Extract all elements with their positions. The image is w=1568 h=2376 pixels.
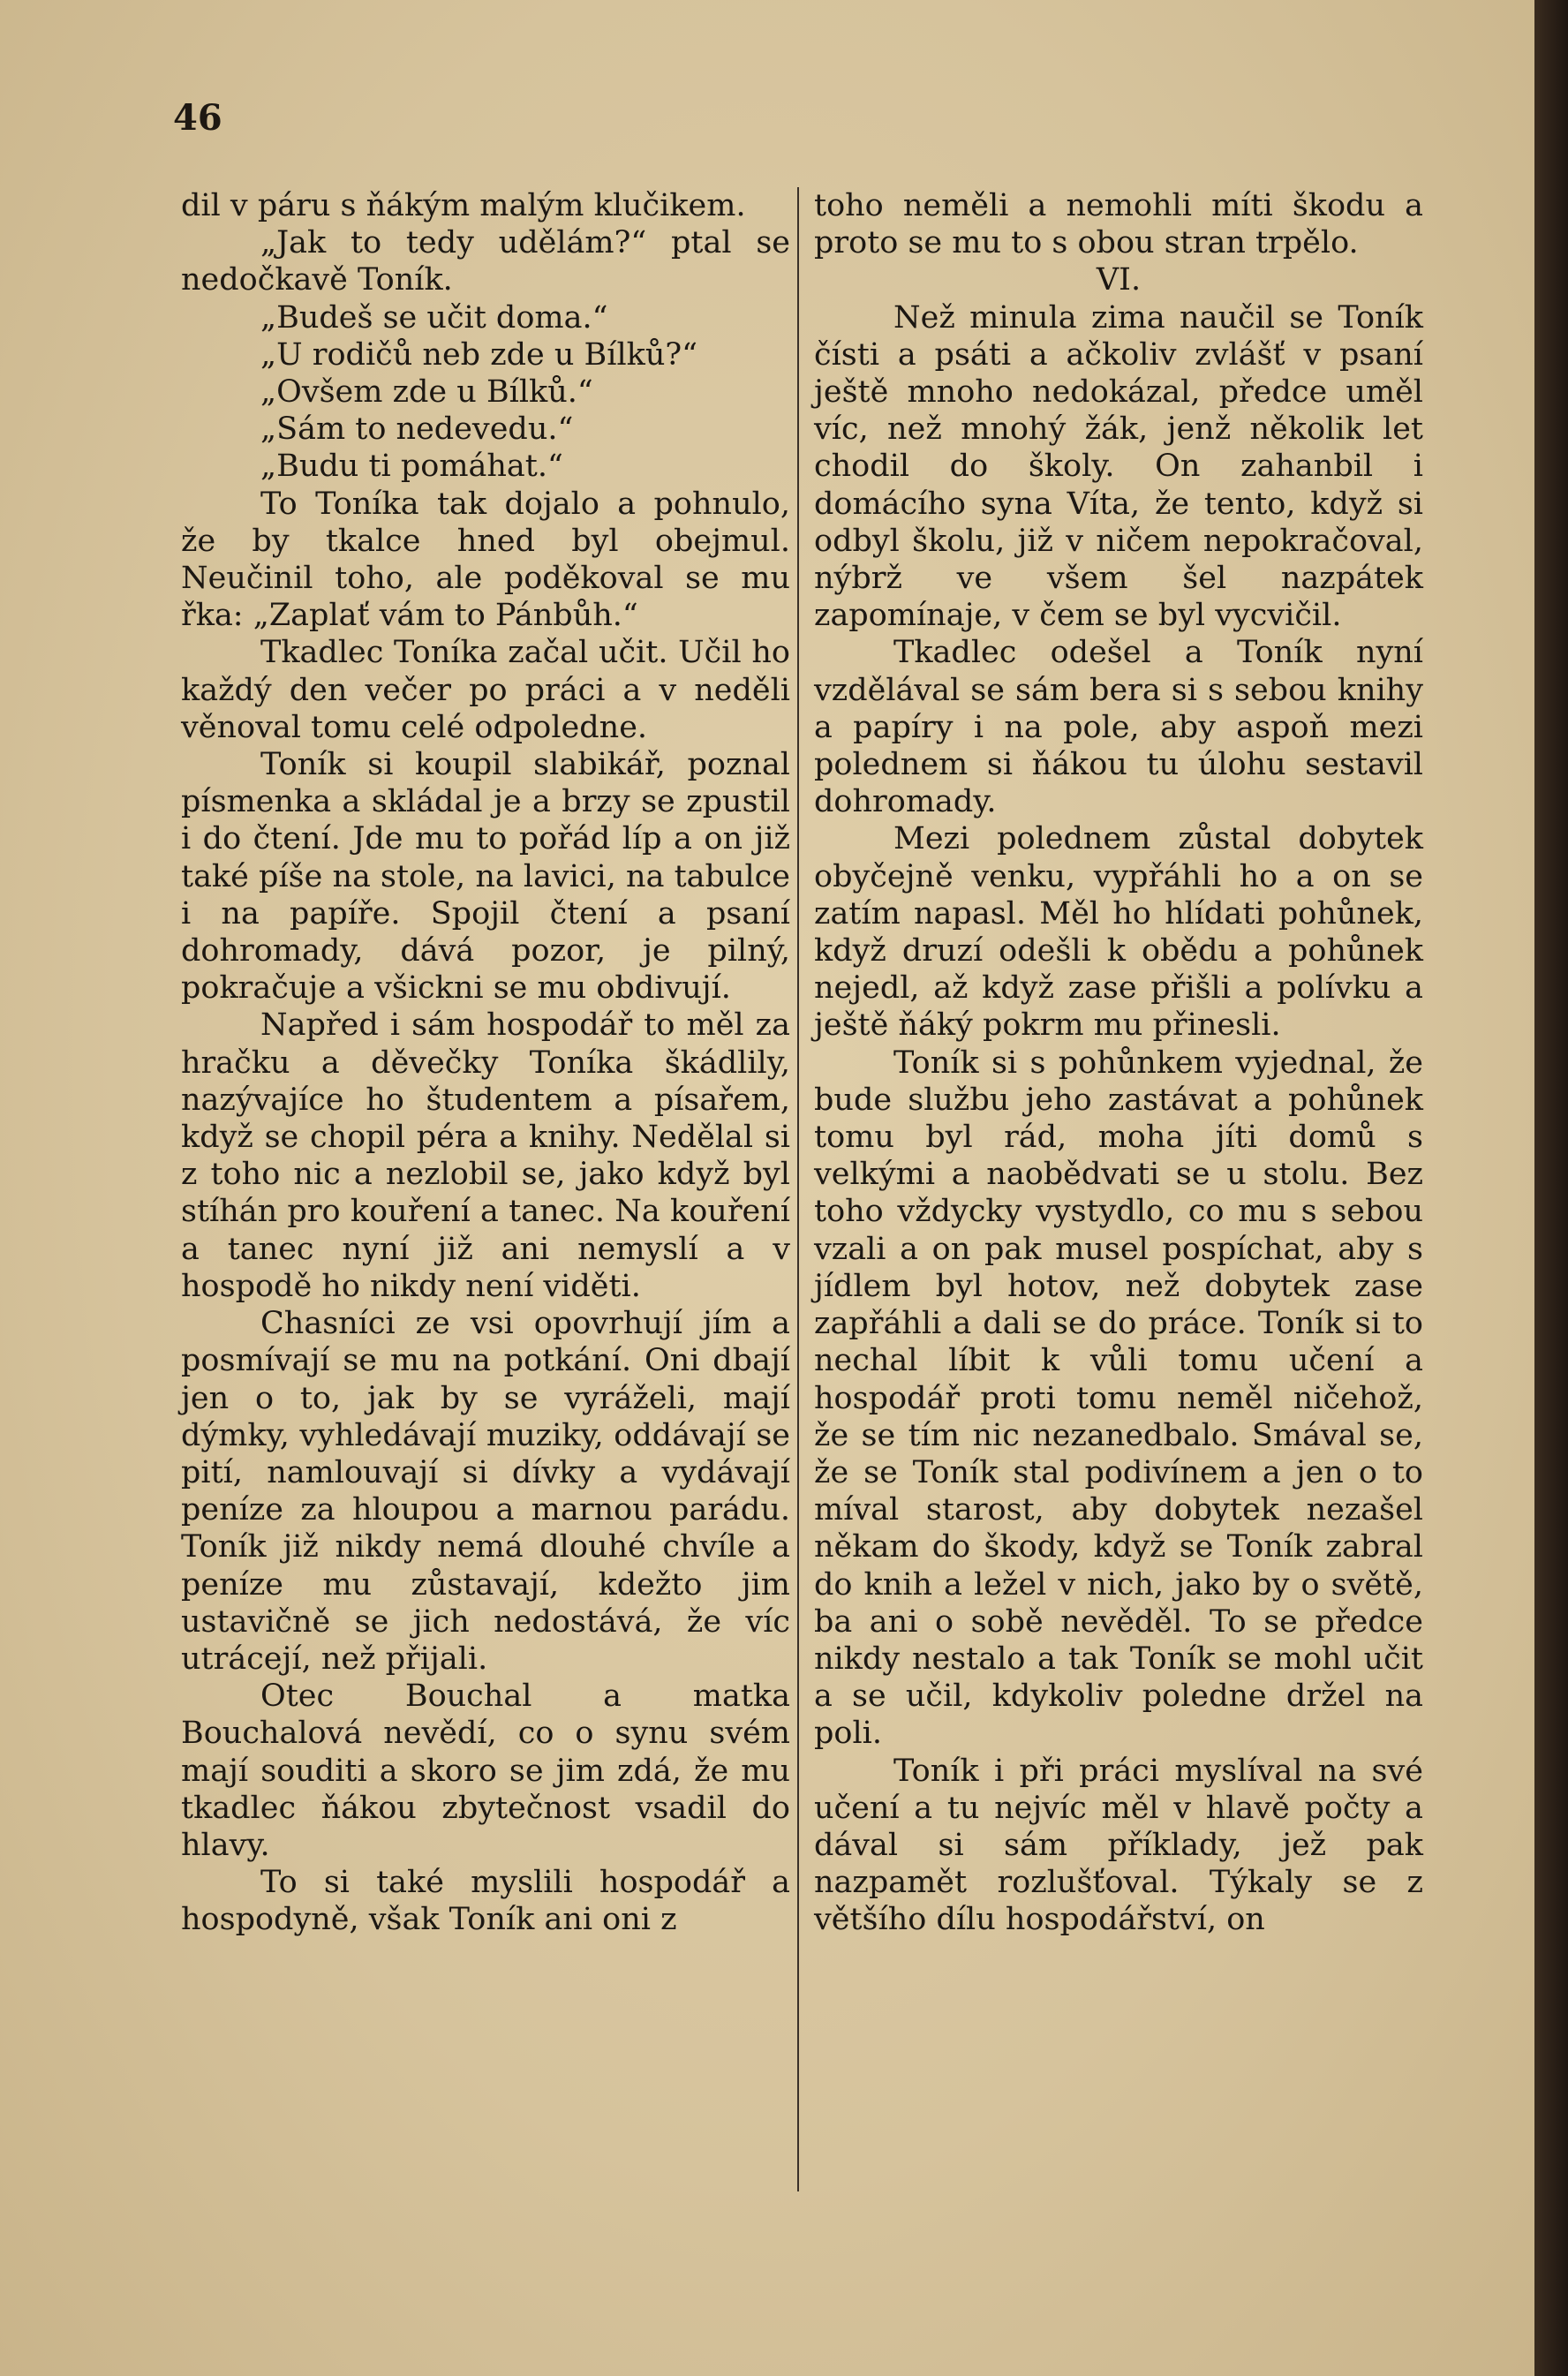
- page-number: 46: [173, 97, 222, 139]
- paragraph: Chasníci ze vsi opovrhují jím a posmívají se mu na potkání. Oni dbají jen o to, jak by se vyráželi, mají dýmky, vyhledávají muziky, oddávají se pití, namlouvají si dívky a vydávají peníze za hloupou a marnou parádu. Toník již nikdy nemá dlouhé chvíle a peníze mu zůstavají, kdežto jim ustavičně se jich nedostává, že víc utrácejí, než přijali.: [181, 1306, 790, 1677]
- paragraph: Otec Bouchal a matka Bouchalová nevědí, co o synu svém mají souditi a skoro se jim zdá, že mu tkadlec ňákou zbytečnost vsadil do hlavy.: [181, 1678, 790, 1863]
- paragraph: dil v páru s ňákým malým klučikem.: [181, 188, 746, 223]
- paragraph: toho neměli a nemohli míti škodu a proto se mu to s obou stran trpělo.: [814, 188, 1423, 261]
- right-column: [814, 187, 1423, 1939]
- paragraph: „Sám to nedevedu.“: [260, 411, 574, 448]
- paragraph: Napřed i sám hospodář to měl za hračku a děvečky Toníka škádlily, nazývajíce ho študentem a písařem, když se chopil péra a knihy. Nedělal si z toho nic a nezlobil se, jako když byl stíhán pro kouření a tanec. Na kouření a tanec nyní již ani nemyslí a v hospodě ho nikdy není viděti.: [181, 1007, 790, 1304]
- paragraph: Mezi polednem zůstal dobytek obyčejně venku, vypřáhli ho a on se zatím napasl. Měl ho hlídati pohůnek, když druzí odešli k obědu a pohůnek nejedl, až když zase přišli a polívku a ještě ňáký pokrm mu přinesli.: [814, 821, 1423, 1044]
- book-spine: [1534, 0, 1568, 2376]
- paragraph: Toník si koupil slabikář, poznal písmenka a skládal je a brzy se zpustil i do čtení. Jde mu to pořád líp a on již také píše na stole, na lavici, na tabulce i na papíře. Spojil čtení a psaní dohromady, dává pozor, je pilný, pokračuje a všickni se mu obdivují.: [181, 747, 790, 1007]
- paragraph: Toník i při práci myslíval na své učení a tu nejvíc měl v hlavě počty a dával si sám příklady, jež pak nazpamět rozlušťoval. Týkaly se z většího dílu hospodářství, on: [814, 1753, 1423, 1938]
- chapter-heading: VI.: [1096, 262, 1142, 298]
- paragraph: „Ovšem zde u Bílků.“: [260, 374, 593, 411]
- paragraph: „Jak to tedy udělám?“ ptal se nedočkavě Toník.: [181, 225, 790, 298]
- column-divider: [797, 187, 799, 2191]
- paragraph: Toník si s pohůnkem vyjednal, že bude službu jeho zastávat a pohůnek tomu byl rád, moha jíti domů s velkými a naobědvati se u stolu. Bez toho vždycky vystydlo, co mu s sebou vzali a on pak musel pospíchat, aby s jídlem byl hotov, než dobytek zase zapřáhli a dali se do práce. Toník si to nechal líbit k vůli tomu učení a hospodář proti tomu neměl ničehož, že se tím nic nezanedbalo. Smával se, že se Toník stal podivínem a jen o to míval starost, aby dobytek nezašel někam do škody, když se Toník zabral do knih a ležel v nich, jako by o světě, ba ani o sobě nevěděl. To se předce nikdy nestalo a tak Toník se mohl učit a se učil, kdykoliv poledne držel na poli.: [814, 1045, 1423, 1752]
- paragraph: Než minula zima naučil se Toník čísti a psáti a ačkoliv zvlášť v psaní ještě mnoho nedokázal, předce uměl víc, než mnohý žák, jenž několik let chodil do školy. On zahanbil i domácího syna Víta, že tento, když si odbyl školu, již v ničem nepokračoval, nýbrž ve všem šel nazpátek zapomínaje, v čem se byl vycvičil.: [814, 299, 1423, 634]
- paragraph: Tkadlec Toníka začal učit. Učil ho každý den večer po práci a v neděli věnoval tomu celé odpoledne.: [181, 635, 790, 745]
- paragraph: „U rodičů neb zde u Bílků?“: [260, 336, 698, 373]
- paragraph: „Budu ti pomáhat.“: [260, 449, 563, 485]
- left-column: [181, 187, 790, 1939]
- paragraph: To si také myslili hospodář a hospodyně, však Toník ani oni z: [181, 1865, 790, 1938]
- paragraph: To Toníka tak dojalo a pohnulo, že by tkalce hned byl obejmul. Neučinil toho, ale poděkoval se mu řka: „Zaplať vám to Pánbůh.“: [181, 486, 790, 634]
- paragraph: „Budeš se učit doma.“: [260, 299, 608, 336]
- paragraph: Tkadlec odešel a Toník nyní vzdělával se sám bera si s sebou knihy a papíry i na pole, aby aspoň mezi polednem si ňákou tu úlohu sestavil dohromady.: [814, 635, 1423, 820]
